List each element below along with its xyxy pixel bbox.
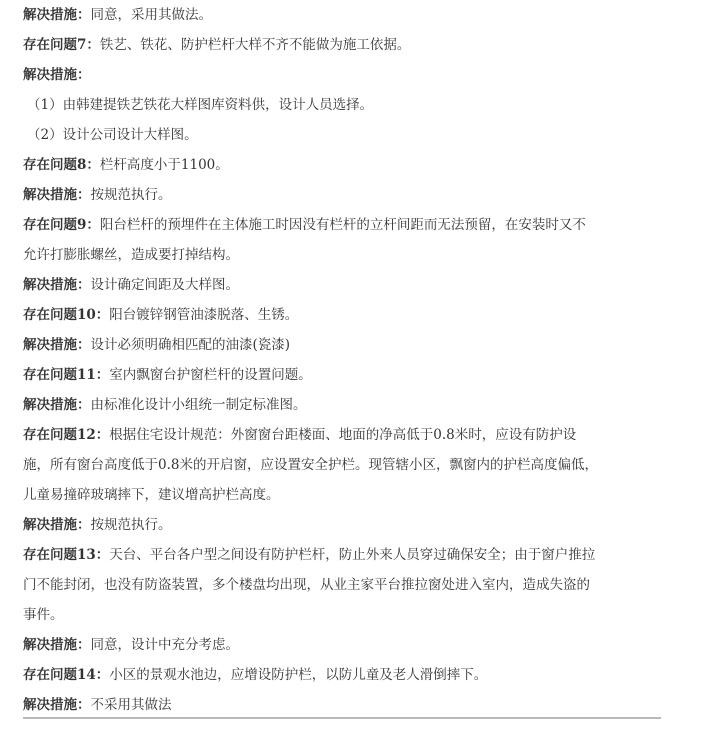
line-label: 解决措施： [23,337,91,353]
text-line [23,120,663,150]
text-line [23,210,663,240]
text-line [23,630,663,660]
document-body [23,0,663,720]
line-label: 存在问题13： [23,547,110,563]
line-text: （2）设计公司设计大样图。 [27,127,198,143]
line-text: 设计必须明确相匹配的油漆(瓷漆) [90,337,291,353]
line-label: 解决措施： [23,517,91,533]
line-text: 根据住宅设计规范：外窗窗台距楼面、地面的净高低于0.8米时，应设有防护设 [109,427,577,443]
line-label: 解决措施： [23,697,91,713]
text-line [23,60,663,90]
text-line [23,570,663,600]
line-label: 解决措施： [23,637,91,653]
line-text: 小区的景观水池边，应增设防护栏，以防儿童及老人滑倒摔下。 [109,667,488,683]
text-line [23,690,663,720]
text-line [23,540,663,570]
line-text: 允许打膨胀螺丝，造成要打掉结构。 [23,247,239,263]
text-line [23,390,663,420]
line-text: 施，所有窗台高度低于0.8米的开启窗，应设置安全护栏。现管辖小区，飘窗内的护栏高度偏低， [23,457,598,473]
text-line [23,330,663,360]
text-line [23,90,663,120]
line-text: 由标准化设计小组统一制定标准图。 [90,397,307,413]
line-label: 存在问题14： [23,667,110,683]
text-line [23,180,663,210]
line-label: 解决措施： [23,397,91,413]
line-text: （1）由韩建提铁艺铁花大样图库资料供，设计人员选择。 [27,97,374,113]
line-label: 存在问题11： [23,367,110,383]
line-text: 按规范执行。 [90,517,172,533]
bottom-divider [23,717,661,719]
text-line [23,600,663,630]
line-label: 存在问题12： [23,427,110,443]
line-label: 存在问题10： [23,307,110,323]
text-line [23,420,663,450]
text-line [23,300,663,330]
text-line [23,0,663,30]
line-text: 阳台栏杆的预埋件在主体施工时因没有栏杆的立杆间距而无法预留，在安装时又不 [99,217,586,233]
line-label: 解决措施： [23,67,91,83]
text-line [23,240,663,270]
text-line [23,30,663,60]
text-line [23,270,663,300]
text-line [23,150,663,180]
line-text: 按规范执行。 [90,187,172,203]
line-text: 门不能封闭，也没有防盗装置，多个楼盘均出现，从业主家平台推拉窗处进入室内，造成失盗的 [23,577,590,593]
line-text: 设计确定间距及大样图。 [90,277,239,293]
text-line [23,660,663,690]
text-line [23,480,663,510]
line-text: 儿童易撞碎玻璃摔下，建议增高护栏高度。 [23,487,280,503]
text-line [23,360,663,390]
line-text: 同意，设计中充分考虑。 [90,637,239,653]
line-label: 解决措施： [23,7,91,23]
line-text: 同意，采用其做法。 [90,7,212,23]
line-text: 阳台镀锌钢管油漆脱落、生锈。 [109,307,299,323]
line-label: 存在问题9： [23,217,100,233]
line-text: 不采用其做法 [90,697,172,713]
line-text: 铁艺、铁花、防护栏杆大样不齐不能做为施工依据。 [99,37,411,53]
line-label: 存在问题8： [23,157,100,173]
line-label: 解决措施： [23,187,91,203]
text-line [23,510,663,540]
line-label: 存在问题7： [23,37,100,53]
line-text: 天台、平台各户型之间设有防护栏杆，防止外来人员穿过确保安全；由于窗户推拉 [109,547,596,563]
text-line [23,450,663,480]
line-text: 事件。 [23,607,64,623]
line-text: 室内飘窗台护窗栏杆的设置问题。 [109,367,312,383]
line-label: 解决措施： [23,277,91,293]
line-text: 栏杆高度小于1100。 [99,157,229,173]
